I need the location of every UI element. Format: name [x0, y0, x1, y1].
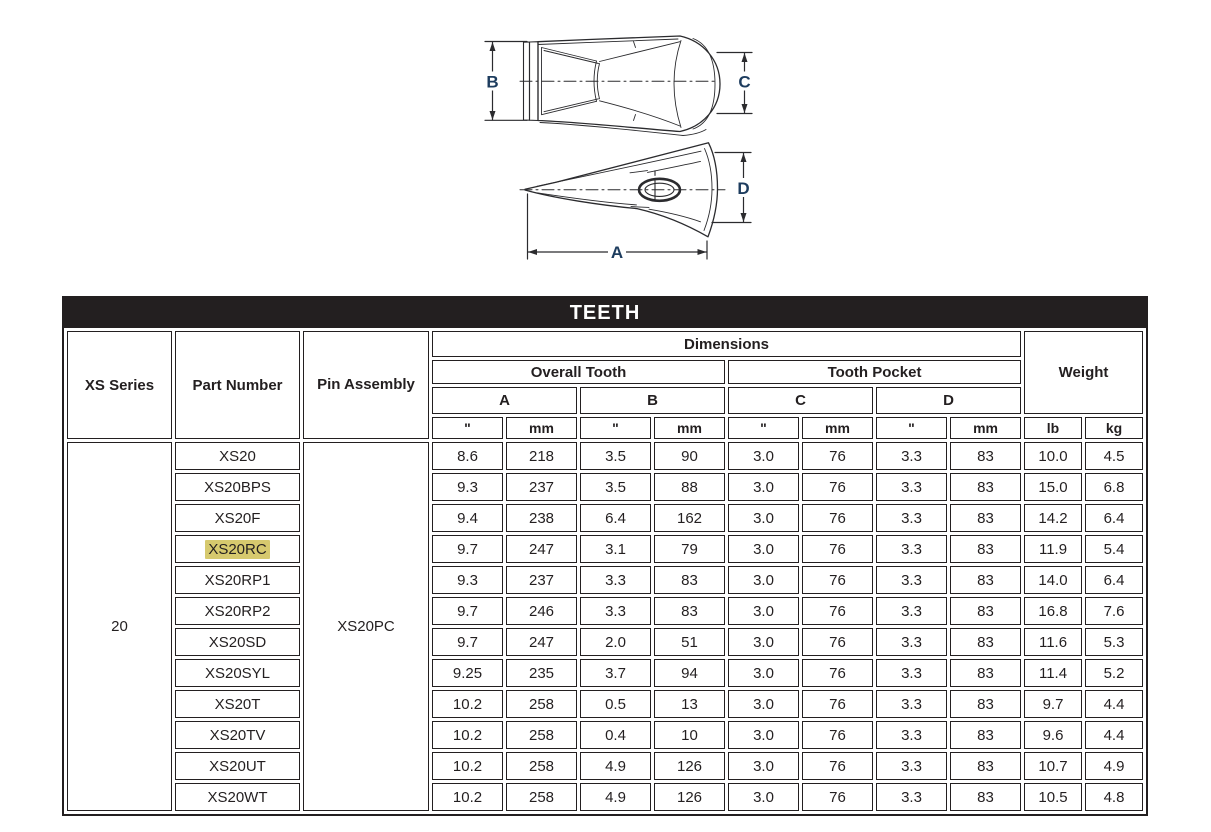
cell-b-mm: 88 — [654, 473, 725, 501]
cell-d-mm: 83 — [950, 473, 1021, 501]
cell-d-mm: 83 — [950, 535, 1021, 563]
header-dim-b: B — [580, 387, 725, 414]
cell-c-mm: 76 — [802, 473, 873, 501]
cell-a-in: 8.6 — [432, 442, 503, 470]
cell-weight-kg: 6.8 — [1085, 473, 1143, 501]
header-dim-a: A — [432, 387, 577, 414]
cell-weight-kg: 5.4 — [1085, 535, 1143, 563]
cell-c-in: 3.0 — [728, 752, 799, 780]
part-number: XS20 — [219, 447, 256, 465]
cell-c-in: 3.0 — [728, 535, 799, 563]
table-row — [67, 752, 1143, 780]
cell-a-mm: 258 — [506, 690, 577, 718]
cell-c-mm: 76 — [802, 566, 873, 594]
part-number: XS20BPS — [204, 478, 271, 496]
cell-a-in: 9.3 — [432, 566, 503, 594]
header-overall-tooth: Overall Tooth — [432, 360, 725, 384]
part-number: XS20SD — [208, 633, 267, 651]
cell-a-in: 9.7 — [432, 597, 503, 625]
cell-b-in: 3.1 — [580, 535, 651, 563]
part-number-cell — [175, 659, 300, 687]
cell-a-mm: 235 — [506, 659, 577, 687]
part-number-cell — [175, 690, 300, 718]
cell-a-mm: 237 — [506, 473, 577, 501]
part-number-cell — [175, 504, 300, 532]
header-dimensions: Dimensions — [432, 331, 1021, 357]
part-number: XS20TV — [209, 726, 266, 744]
pin-slot — [639, 171, 680, 201]
cell-b-mm: 90 — [654, 442, 725, 470]
table-row — [67, 721, 1143, 749]
part-number-cell — [175, 535, 300, 563]
cell-a-in: 9.4 — [432, 504, 503, 532]
part-number: XS20T — [214, 695, 261, 713]
cell-b-in: 6.4 — [580, 504, 651, 532]
part-number-cell — [175, 597, 300, 625]
part-number: XS20RP2 — [204, 602, 271, 620]
header-dim-c: C — [728, 387, 873, 414]
cell-d-mm: 83 — [950, 659, 1021, 687]
cell-b-mm: 13 — [654, 690, 725, 718]
unit-b-mm: mm — [654, 417, 725, 439]
header-weight: Weight — [1024, 331, 1143, 414]
dim-label-a: A — [610, 243, 624, 262]
cell-d-in: 3.3 — [876, 473, 947, 501]
cell-c-mm: 76 — [802, 628, 873, 656]
cell-c-in: 3.0 — [728, 597, 799, 625]
cell-b-in: 4.9 — [580, 752, 651, 780]
cell-d-in: 3.3 — [876, 535, 947, 563]
header-tooth-pocket: Tooth Pocket — [728, 360, 1021, 384]
cell-d-mm: 83 — [950, 597, 1021, 625]
tooth-side-view — [520, 143, 725, 237]
dim-label-d: D — [737, 179, 750, 198]
unit-c-mm: mm — [802, 417, 873, 439]
cell-b-mm: 162 — [654, 504, 725, 532]
cell-c-mm: 76 — [802, 752, 873, 780]
unit-b-in: " — [580, 417, 651, 439]
cell-weight-lb: 9.6 — [1024, 721, 1082, 749]
cell-weight-kg: 5.2 — [1085, 659, 1143, 687]
cell-d-in: 3.3 — [876, 721, 947, 749]
cell-weight-kg: 4.4 — [1085, 690, 1143, 718]
cell-a-mm: 246 — [506, 597, 577, 625]
part-number-cell — [175, 442, 300, 470]
cell-c-mm: 76 — [802, 783, 873, 811]
header-row-dimensions — [67, 331, 1143, 357]
cell-weight-kg: 5.3 — [1085, 628, 1143, 656]
part-number: XS20SYL — [204, 664, 271, 682]
cell-b-mm: 126 — [654, 783, 725, 811]
cell-weight-lb: 14.2 — [1024, 504, 1082, 532]
cell-c-in: 3.0 — [728, 690, 799, 718]
cell-weight-lb: 10.5 — [1024, 783, 1082, 811]
cell-b-in: 4.9 — [580, 783, 651, 811]
header-dim-d: D — [876, 387, 1021, 414]
unit-a-in: " — [432, 417, 503, 439]
cell-a-mm: 238 — [506, 504, 577, 532]
unit-c-in: " — [728, 417, 799, 439]
cell-a-in: 9.7 — [432, 535, 503, 563]
cell-a-mm: 247 — [506, 628, 577, 656]
cell-b-in: 3.5 — [580, 442, 651, 470]
cell-d-in: 3.3 — [876, 690, 947, 718]
cell-weight-lb: 14.0 — [1024, 566, 1082, 594]
dim-label-b: B — [486, 72, 499, 92]
dimension-a — [528, 194, 708, 262]
part-number: XS20RC — [205, 540, 269, 559]
cell-c-in: 3.0 — [728, 504, 799, 532]
table-title: TEETH — [64, 298, 1146, 328]
cell-d-in: 3.3 — [876, 628, 947, 656]
cell-c-in: 3.0 — [728, 442, 799, 470]
cell-d-mm: 83 — [950, 721, 1021, 749]
table-row — [67, 597, 1143, 625]
cell-d-in: 3.3 — [876, 566, 947, 594]
header-part-number: Part Number — [175, 331, 300, 439]
cell-a-in: 9.25 — [432, 659, 503, 687]
cell-a-in: 9.7 — [432, 628, 503, 656]
cell-weight-kg: 4.9 — [1085, 752, 1143, 780]
cell-d-in: 3.3 — [876, 442, 947, 470]
cell-b-in: 0.5 — [580, 690, 651, 718]
cell-a-mm: 258 — [506, 752, 577, 780]
cell-a-mm: 258 — [506, 783, 577, 811]
part-number-cell — [175, 721, 300, 749]
cell-b-mm: 126 — [654, 752, 725, 780]
unit-weight-kg: kg — [1085, 417, 1143, 439]
cell-weight-kg: 7.6 — [1085, 597, 1143, 625]
cell-a-in: 9.3 — [432, 473, 503, 501]
cell-weight-lb: 9.7 — [1024, 690, 1082, 718]
cell-weight-kg: 6.4 — [1085, 504, 1143, 532]
cell-c-mm: 76 — [802, 442, 873, 470]
table-row — [67, 442, 1143, 470]
cell-c-mm: 76 — [802, 659, 873, 687]
cell-d-in: 3.3 — [876, 504, 947, 532]
cell-b-in: 3.7 — [580, 659, 651, 687]
cell-d-mm: 83 — [950, 752, 1021, 780]
cell-d-in: 3.3 — [876, 752, 947, 780]
part-number-cell — [175, 473, 300, 501]
cell-c-mm: 76 — [802, 597, 873, 625]
xs-series-value-cell: 20 — [67, 442, 172, 811]
unit-d-in: " — [876, 417, 947, 439]
cell-c-in: 3.0 — [728, 783, 799, 811]
cell-b-mm: 79 — [654, 535, 725, 563]
unit-weight-lb: lb — [1024, 417, 1082, 439]
part-number-cell — [175, 752, 300, 780]
table-row — [67, 659, 1143, 687]
cell-b-in: 2.0 — [580, 628, 651, 656]
cell-c-in: 3.0 — [728, 659, 799, 687]
dim-label-c: C — [738, 72, 751, 92]
cell-b-mm: 83 — [654, 597, 725, 625]
cell-d-mm: 83 — [950, 504, 1021, 532]
cell-a-in: 10.2 — [432, 721, 503, 749]
pin-assembly-value-cell: XS20PC — [303, 442, 429, 811]
cell-weight-kg: 6.4 — [1085, 566, 1143, 594]
cell-weight-kg: 4.4 — [1085, 721, 1143, 749]
cell-b-mm: 51 — [654, 628, 725, 656]
cell-c-in: 3.0 — [728, 721, 799, 749]
cell-d-mm: 83 — [950, 690, 1021, 718]
part-number: XS20RP1 — [204, 571, 271, 589]
part-number: XS20WT — [207, 788, 268, 806]
cell-c-mm: 76 — [802, 535, 873, 563]
part-number-cell — [175, 566, 300, 594]
cell-d-mm: 83 — [950, 628, 1021, 656]
cell-weight-lb: 10.0 — [1024, 442, 1082, 470]
cell-d-in: 3.3 — [876, 783, 947, 811]
cell-weight-lb: 10.7 — [1024, 752, 1082, 780]
table-row-highlighted — [67, 535, 1143, 563]
cell-b-mm: 94 — [654, 659, 725, 687]
cell-c-in: 3.0 — [728, 628, 799, 656]
cell-b-in: 3.3 — [580, 566, 651, 594]
cell-a-mm: 218 — [506, 442, 577, 470]
table-row — [67, 783, 1143, 811]
cell-d-in: 3.3 — [876, 597, 947, 625]
cell-c-mm: 76 — [802, 504, 873, 532]
cell-a-in: 10.2 — [432, 783, 503, 811]
cell-c-in: 3.0 — [728, 566, 799, 594]
cell-d-in: 3.3 — [876, 659, 947, 687]
table-row — [67, 566, 1143, 594]
cell-a-in: 10.2 — [432, 690, 503, 718]
table-row — [67, 473, 1143, 501]
cell-c-in: 3.0 — [728, 473, 799, 501]
cell-weight-lb: 11.9 — [1024, 535, 1082, 563]
teeth-spec-table — [62, 296, 1148, 816]
table-row — [67, 504, 1143, 532]
tooth-diagram — [440, 15, 800, 285]
cell-c-mm: 76 — [802, 690, 873, 718]
cell-d-mm: 83 — [950, 442, 1021, 470]
unit-d-mm: mm — [950, 417, 1021, 439]
cell-d-mm: 83 — [950, 783, 1021, 811]
table-row — [67, 690, 1143, 718]
cell-a-mm: 237 — [506, 566, 577, 594]
unit-a-mm: mm — [506, 417, 577, 439]
cell-c-mm: 76 — [802, 721, 873, 749]
header-xs-series: XS Series — [67, 331, 172, 439]
cell-weight-lb: 11.6 — [1024, 628, 1082, 656]
dimension-c — [717, 53, 753, 114]
part-number-cell — [175, 783, 300, 811]
table-row — [67, 628, 1143, 656]
cell-weight-kg: 4.5 — [1085, 442, 1143, 470]
cell-b-in: 0.4 — [580, 721, 651, 749]
cell-weight-lb: 16.8 — [1024, 597, 1082, 625]
cell-d-mm: 83 — [950, 566, 1021, 594]
cell-b-mm: 10 — [654, 721, 725, 749]
cell-b-in: 3.5 — [580, 473, 651, 501]
cell-a-in: 10.2 — [432, 752, 503, 780]
cell-weight-kg: 4.8 — [1085, 783, 1143, 811]
part-number-cell — [175, 628, 300, 656]
cell-a-mm: 247 — [506, 535, 577, 563]
cell-b-mm: 83 — [654, 566, 725, 594]
cell-b-in: 3.3 — [580, 597, 651, 625]
part-number: XS20UT — [209, 757, 266, 775]
cell-weight-lb: 15.0 — [1024, 473, 1082, 501]
part-number: XS20F — [214, 509, 261, 527]
cell-a-mm: 258 — [506, 721, 577, 749]
cell-weight-lb: 11.4 — [1024, 659, 1082, 687]
tooth-top-view — [520, 36, 720, 136]
header-pin-assembly: Pin Assembly — [303, 331, 429, 439]
